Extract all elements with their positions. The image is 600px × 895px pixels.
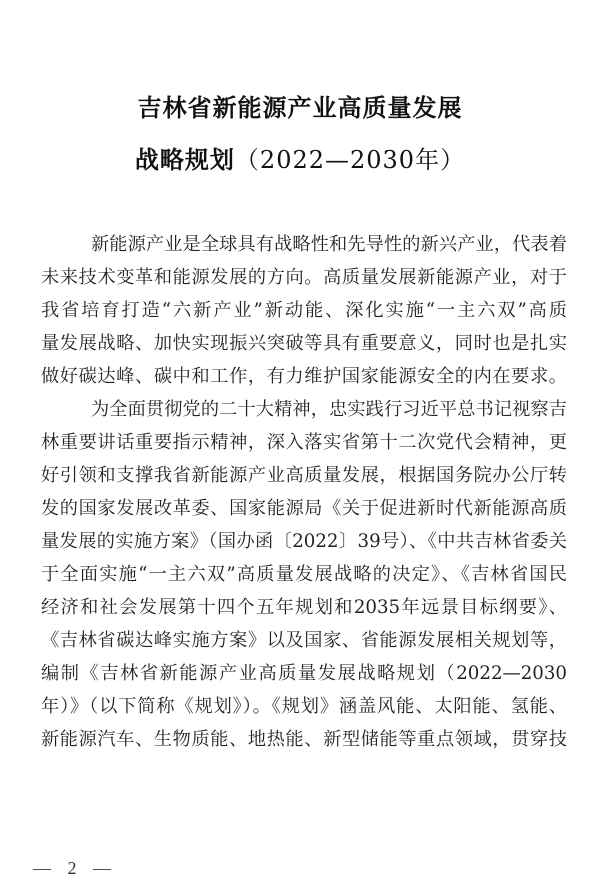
- text-line: 量发展战略、加快实现振兴突破等具有重要意义，同时也是扎实: [41, 333, 567, 354]
- text-line: 量发展的实施方案》（国办函〔2022〕39号）、《中共吉林省委关: [41, 531, 567, 552]
- text-line: 《吉林省碳达峰实施方案》以及国家、省能源发展相关规划等，: [41, 630, 567, 651]
- document-title-line2: [0, 140, 600, 175]
- text-line: 新能源汽车、生物质能、地热能、新型储能等重点领域，贯穿技: [41, 729, 567, 750]
- text-line: 未来技术变革和能源发展的方向。高质量发展新能源产业，对于: [41, 267, 567, 288]
- title-year-range: （2022—2030年）: [234, 146, 466, 174]
- text-line: 年）》（以下简称《规划》）。《规划》涵盖风能、太阳能、氢能、: [41, 696, 567, 717]
- text-line: 编制《吉林省新能源产业高质量发展战略规划（2022—2030: [41, 663, 567, 684]
- page-number: — 2 —: [33, 858, 117, 878]
- paragraph-2: [41, 393, 567, 756]
- paragraph-1: [41, 228, 567, 393]
- text-line: 为全面贯彻党的二十大精神，忠实践行习近平总书记视察吉: [91, 399, 567, 420]
- text-line: 做好碳达峰、碳中和工作，有力维护国家能源安全的内在要求。: [41, 366, 567, 387]
- title-prefix: 战略规划: [134, 145, 235, 174]
- text-line: 林重要讲话重要指示精神，深入落实省第十二次党代会精神，更: [41, 432, 567, 453]
- text-line: 于全面实施“一主六双”高质量发展战略的决定》、《吉林省国民: [41, 564, 567, 585]
- text-line: 新能源产业是全球具有战略性和先导性的新兴产业，代表着: [91, 234, 567, 255]
- text-line: 发的国家发展改革委、国家能源局《关于促进新时代新能源高质: [41, 498, 567, 519]
- text-line: 好引领和支撑我省新能源产业高质量发展，根据国务院办公厅转: [41, 465, 567, 486]
- text-line: 经济和社会发展第十四个五年规划和2035年远景目标纲要》、: [41, 597, 567, 618]
- text-line: 我省培育打造“六新产业”新动能、深化实施“一主六双”高质: [41, 300, 567, 321]
- document-body: [41, 228, 567, 756]
- document-title-line1: 吉林省新能源产业高质量发展: [137, 93, 463, 122]
